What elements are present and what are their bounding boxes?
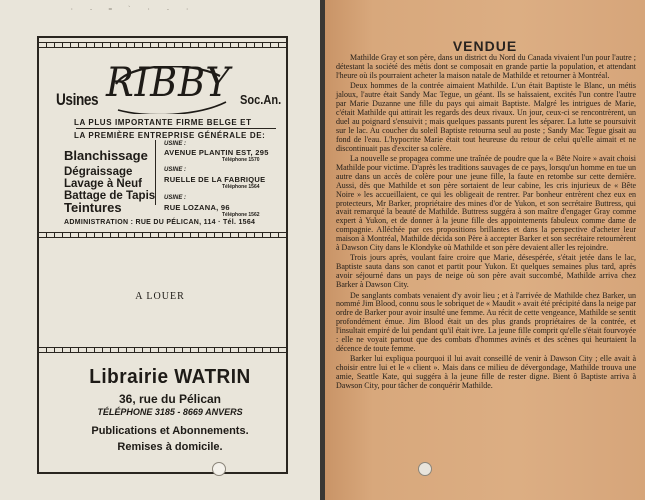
- librairie-publications: Publications et Abonnements.: [91, 425, 249, 437]
- librairie-address: 36, rue du Pélican: [118, 392, 222, 406]
- story-paragraph: Barker lui expliqua pourquoi il lui avait conseillé de venir à Dawson City ; elle avait à choisir entre lui et le « client ». Mais dans ce milieu de dévergondage, Mathilde trouva une amie, Seattle Kate, qui suggéra à la jeune fille de rester digne. Bient ô Baptiste arriva à Dawson City, pour tâcher de conquérir Mathilde.: [336, 354, 636, 391]
- factory-phone: Téléphone 1570: [222, 157, 260, 163]
- product-item: Lavage à Neuf: [64, 178, 142, 190]
- factory-phone: Téléphone 1562: [222, 212, 260, 218]
- factory-phone: Téléphone 1564: [222, 184, 260, 190]
- tagline-2: LA PREMIÈRE ENTREPRISE GÉNÉRALE DE:: [74, 131, 266, 140]
- left-page: [0, 0, 320, 500]
- scan-marks: · - = ` · - ·: [70, 6, 195, 13]
- story-paragraph: Deux hommes de la contrée aimaient Mathilde. L'un était Baptiste le Blanc, un métis jaloux, l'autre était Sandy Mac Tegue, un géant. Ils se haïssaient, excités l'un contre l'autre par Marie Duzanne une fille du pays qui aimait Baptiste. Malgré les intrigues de Marie, c'était Mathilde qui attirait les regards des deux rivaux. Un jour, ceux-ci se rencontrèrent, un duel au poignard s'ensuivit ; mais quelques passants purent les séparer. La lutte se poursuivit sur le lac. Au coucher du soleil Baptiste retourna seul au poste ; Sandy Mac Tegue gisait au fond de l'eau. L'hypocrite Marie était tout heureuse du retour de celui qu'elle aimait et ne discontinuait pas d'exciter sa colère.: [336, 81, 636, 153]
- right-page: [325, 0, 645, 500]
- story-text: [336, 54, 636, 393]
- product-item: Battage de Tapis: [64, 190, 156, 202]
- decorative-rule: [39, 42, 286, 48]
- ribby-logo: [42, 60, 287, 118]
- factory-address: AVENUE PLANTIN EST, 295: [164, 148, 269, 157]
- story-paragraph: Mathilde Gray et son père, dans un district du Nord du Canada vivaient l'un pour l'autre ; détestant la société des métis dont se composait en grande partie la population, et attendant l'heure où ils pourraient acheter la maison natale de Mathilde et retourner à Montréal.: [336, 53, 636, 80]
- factory-label: USINE :: [164, 141, 187, 147]
- product-item: Teintures: [64, 200, 122, 215]
- story-paragraph: La nouvelle se propagea comme une traînée de poudre que la « Bête Noire » avait choisi Mathilde pour victime. D'après les traditions sauvages de ce pays, lorsqu'un homme en tue un autre dans un accès de colère pour une jeune fille, la faute en retombe sur cette dernière. Aussi, dès que Mathilde et son père sortaient de leur cabine, les cris injurieux de « Bête Noire » les accueillaient, ce qui les obligeait de rentrer. Par bonheur entrèrent chez eux en protecteurs, Mr Barker, propriétaire des mines d'or de Yukon, et son secrétaire Buttress, qui avait remarqué la beauté de Mathilde. Buttress suggéra à son maître d'engager Gray comme expert à Yukon, et de donner à la jeune fille des appointements fabuleux comme dame de compagnie. Alléchée par ces propositions brillantes et dans la perspective d'acheter leur maison à Montréal, Mathilde décida son Père à accepter Barker et son secrétaire retournèrent à Dawson City dans le Klondyke où Mathilde et son père devaient aller les rejoindre.: [336, 153, 636, 253]
- administration-line: ADMINISTRATION : RUE DU PÉLICAN, 114 · Tél. 1564: [64, 219, 256, 226]
- story-paragraph: Trois jours après, voulant faire croire que Marie, désespérée, s'était jetée dans le lac, Baptiste sauta dans son canot et partit pour Yukon. Et quelques semaines plus tard, après avoir séjourné dans un pays de neige où son père avait succombé, Mathilde arriva chez Barker à Dawson City.: [336, 253, 636, 290]
- product-item: Dégraissage: [64, 166, 133, 178]
- for-rent-label: A LOUER: [135, 291, 185, 302]
- soc-an-label: Soc.An.: [240, 92, 282, 107]
- brand-name: RIBBY: [106, 60, 231, 106]
- factory-address: RUE LOZANA, 96: [164, 203, 230, 212]
- product-item: Blanchissage: [64, 148, 148, 163]
- librairie-phone: TÉLÉPHONE 3185 - 8669 ANVERS: [97, 407, 243, 417]
- tagline-1: LA PLUS IMPORTANTE FIRME BELGE ET: [74, 118, 252, 127]
- librairie-delivery: Remises à domicile.: [117, 441, 223, 453]
- factory-label: USINE :: [164, 167, 187, 173]
- tagline-divider: [76, 128, 276, 129]
- binding-hole-icon: [212, 462, 226, 476]
- decorative-rule: [39, 232, 286, 238]
- librairie-title: Librairie WATRIN: [89, 366, 251, 388]
- factory-address: RUELLE DE LA FABRIQUE: [164, 175, 266, 184]
- story-title: VENDUE: [452, 38, 518, 54]
- usines-label: Usines: [56, 90, 99, 109]
- factory-label: USINE :: [164, 195, 187, 201]
- decorative-rule: [39, 347, 286, 353]
- binding-hole-icon: [418, 462, 432, 476]
- ad-divider: [155, 140, 156, 205]
- story-paragraph: De sanglants combats venaient d'y avoir lieu ; et à l'arrivée de Mathilde chez Barker, un nommé Jim Blood, connu sous le sobriquet de « Maudit » avait été précipité dans la neige par ordre de Barker pour avoir insulté une femme. Au récit de cette vengeance, Mathilde se sentit profondément émue. Jim Blood était un des plus grands propriétaires de la contrée, et l'insultait empiré de lui pendant qu'il était ivre. La jeune fille comprit qu'elle s'était fourvoyée : elle ne voyait partout que des combats d'hommes avinés et des scènes qui heurtaient la décence de toute femme.: [336, 290, 636, 353]
